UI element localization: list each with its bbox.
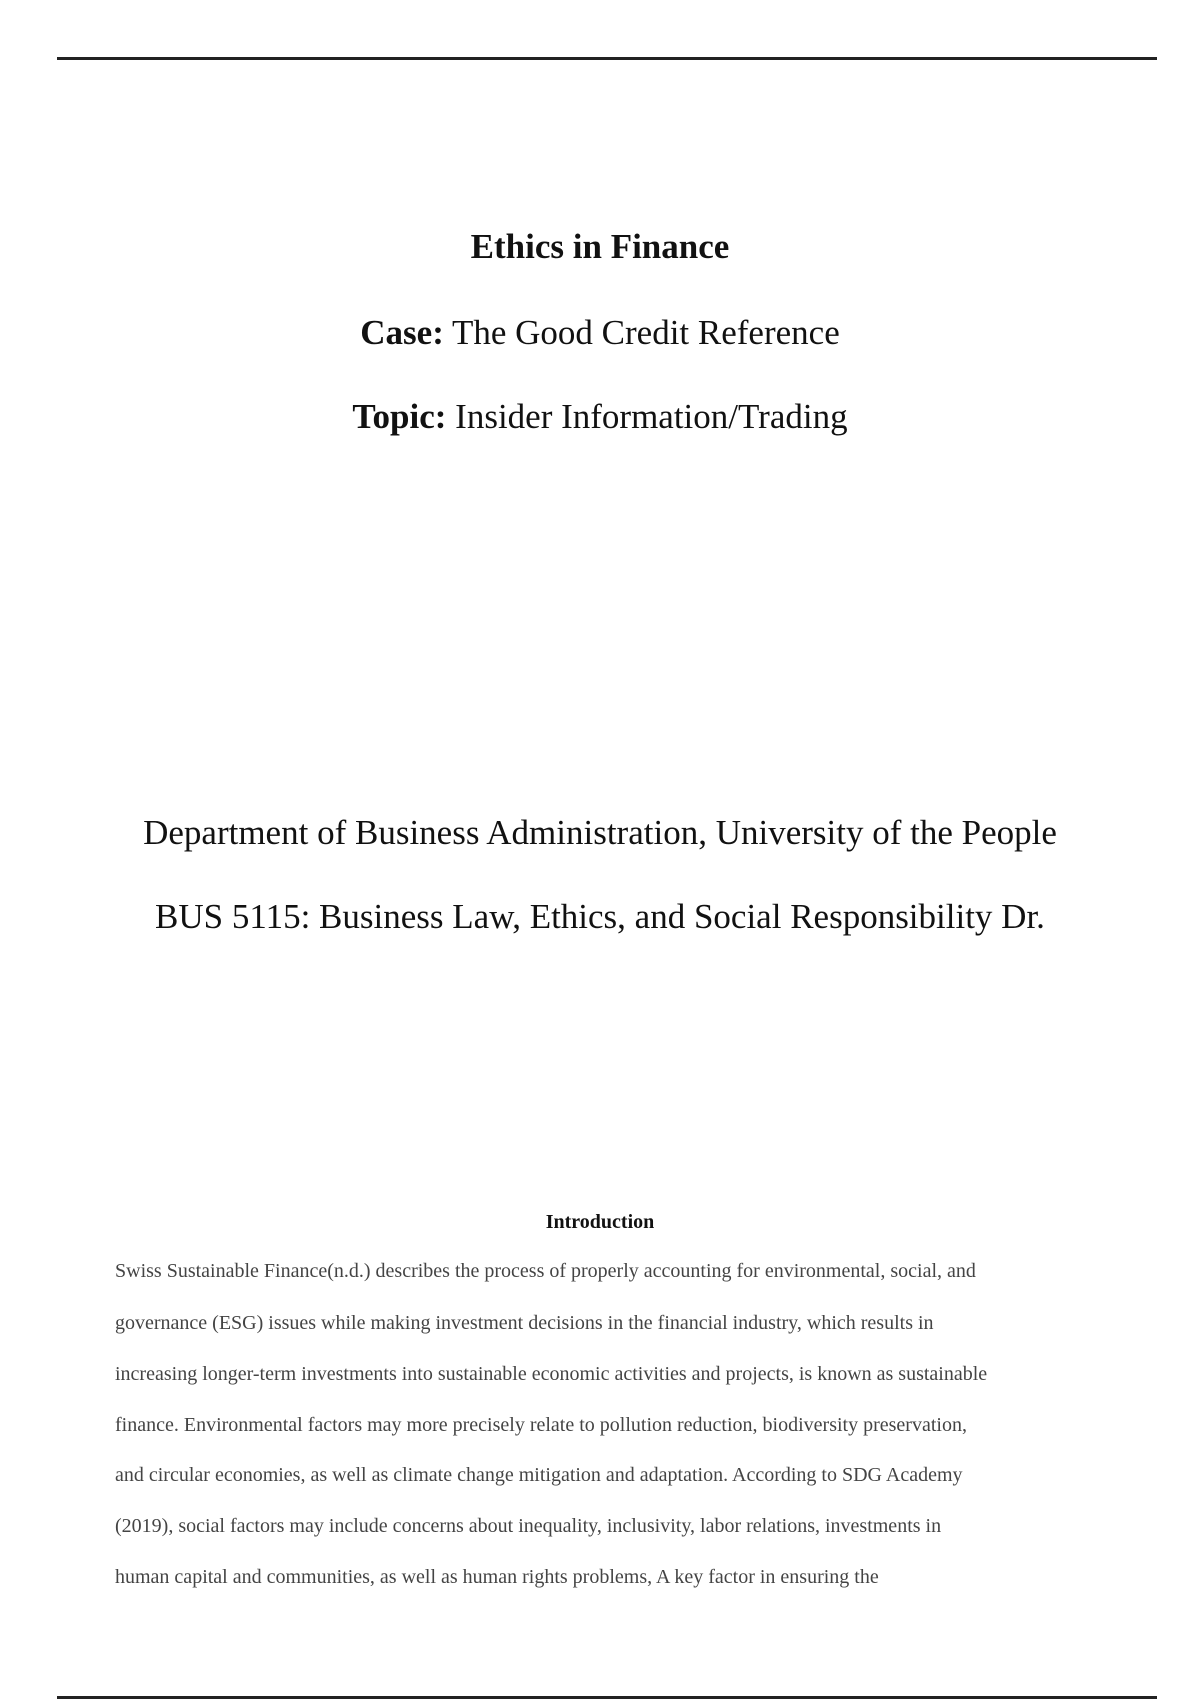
- body-line: increasing longer-term investments into sustainable economic activities and projects, is known as sustainable: [115, 1363, 988, 1385]
- body-line: governance (ESG) issues while making investment decisions in the financial industry, which results in: [115, 1312, 934, 1334]
- top-rule: [57, 57, 1157, 60]
- case-value: The Good Credit Reference: [443, 313, 840, 352]
- body-line: human capital and communities, as well as human rights problems, A key factor in ensuring the: [115, 1566, 879, 1588]
- topic-label: Topic:: [352, 397, 447, 436]
- course-line: BUS 5115: Business Law, Ethics, and Social Responsibility Dr.: [155, 897, 1045, 936]
- document-title: Ethics in Finance: [470, 227, 730, 266]
- department-line: Department of Business Administration, University of the People: [143, 813, 1057, 852]
- body-line: finance. Environmental factors may more precisely relate to pollution reduction, biodiversity preservation,: [115, 1414, 967, 1436]
- body-line: (2019), social factors may include concerns about inequality, inclusivity, labor relations, investments in: [115, 1515, 942, 1537]
- topic-value: Insider Information/Trading: [446, 397, 848, 436]
- case-line: [0, 313, 1200, 353]
- body-line: Swiss Sustainable Finance(n.d.) describes the process of properly accounting for environmental, social, and: [115, 1260, 976, 1282]
- bottom-rule: [57, 1696, 1157, 1699]
- case-label: Case:: [360, 313, 444, 352]
- body-line: and circular economies, as well as climate change mitigation and adaptation. According to SDG Academy: [115, 1464, 963, 1486]
- section-heading: Introduction: [545, 1211, 655, 1233]
- topic-line: [0, 397, 1200, 437]
